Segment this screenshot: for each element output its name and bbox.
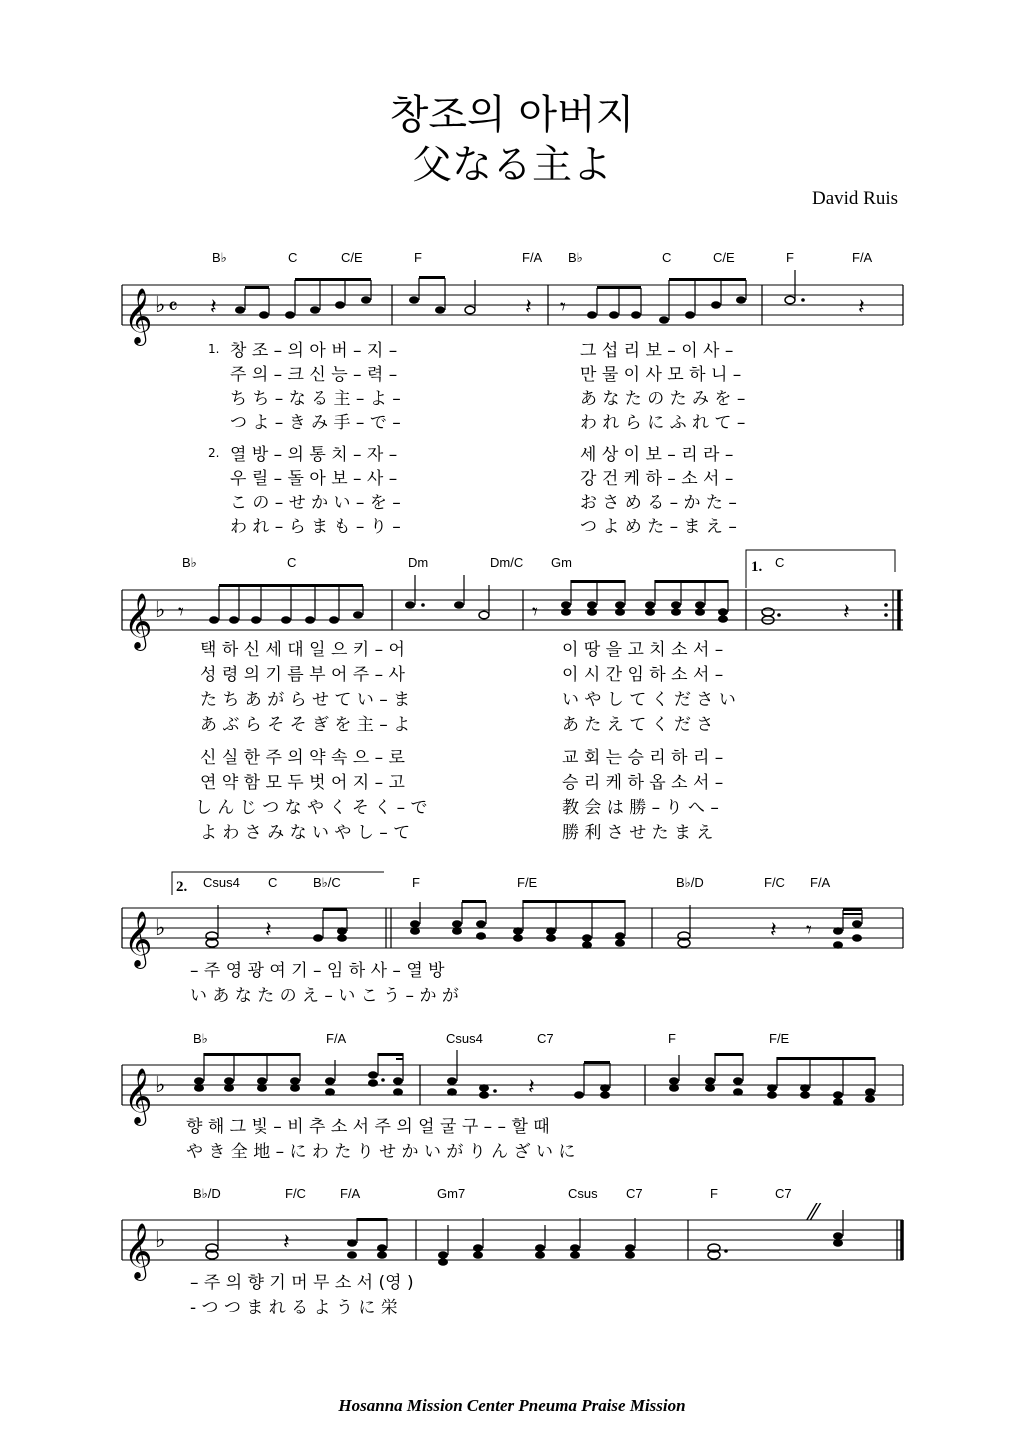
- lyric-line: 세 상 이 보 – 리 라 –: [580, 445, 734, 465]
- lyric-line: あ な た の た み を –: [580, 389, 746, 409]
- title-japanese: 父なる主よ: [412, 142, 612, 188]
- volta-label: 1.: [751, 559, 763, 575]
- lyric-line: ち ち – な る 主 – よ –: [230, 389, 401, 409]
- lyric-line: わ れ – ら ま も – り –: [230, 517, 401, 537]
- chord-symbol: F/A: [340, 1186, 361, 1201]
- chord-symbol: C: [775, 555, 785, 570]
- chord-symbol: C: [268, 875, 278, 890]
- svg-text:𝄽: 𝄽: [770, 918, 777, 943]
- chord-symbol: Dm/C: [490, 555, 524, 570]
- svg-text:𝄞: 𝄞: [124, 1223, 153, 1279]
- svg-text:𝄽: 𝄽: [528, 1075, 535, 1100]
- lyric-line: た ち あ が ら せ て い – ま: [200, 690, 411, 710]
- chord-symbol: C: [287, 555, 297, 570]
- svg-text:𝄾: 𝄾: [560, 295, 566, 320]
- chord-symbol: Gm7: [437, 1186, 466, 1201]
- lyric-line: い や し て く だ さ い: [562, 690, 736, 710]
- svg-text:𝄞: 𝄞: [124, 593, 153, 649]
- lyric-line: つ よ め た – ま え –: [580, 517, 737, 537]
- staff: [122, 1201, 903, 1281]
- svg-text:𝄽: 𝄽: [843, 600, 850, 625]
- chord-symbol: F: [668, 1031, 676, 1046]
- lyric-line: - つ つ ま れ る よ う に 栄: [190, 1298, 398, 1318]
- lyric-line: – 주 의 향 기 머 무 소 서 (영 ): [190, 1273, 414, 1293]
- lyric-line: あ た え て く だ さ: [562, 715, 714, 735]
- volta-label: 2.: [176, 879, 188, 895]
- lyric-line: い あ な た の え – い こ う – か が: [190, 986, 459, 1006]
- svg-text:𝄾: 𝄾: [806, 918, 812, 943]
- svg-text:𝄾: 𝄾: [178, 600, 184, 625]
- chord-symbol: C7: [775, 1186, 792, 1201]
- chord-symbol: C: [288, 250, 298, 265]
- notes: [210, 270, 865, 324]
- lyric-line: お さ め る – か た –: [580, 493, 737, 513]
- lyric-line: 教 会 は 勝 – り へ –: [562, 798, 719, 818]
- system-1: [122, 250, 903, 537]
- lyric-line: 성 령 의 기 름 부 어 주 – 사: [200, 665, 405, 685]
- chord-symbol: F/A: [810, 875, 831, 890]
- chord-symbol: F/C: [764, 875, 785, 890]
- system-3: [122, 872, 903, 1006]
- svg-text:𝄞: 𝄞: [124, 911, 153, 967]
- chord-symbol: B♭/C: [313, 875, 341, 890]
- chord-symbol: B♭: [182, 555, 197, 570]
- treble-clef-icon: 𝄞: [124, 288, 153, 344]
- lyric-line: 승 리 케 하 옵 소 서 –: [562, 773, 724, 793]
- chord-symbol: F: [414, 250, 422, 265]
- lyric-line: 연 약 함 모 두 벗 어 지 – 고: [200, 773, 405, 793]
- svg-text:𝄞: 𝄞: [124, 1068, 153, 1124]
- composer: David Ruis: [811, 188, 898, 209]
- lyric-line: や き 全 地 – に わ た り せ か い が り ん ざ い に: [186, 1142, 576, 1162]
- chord-symbol: B♭: [193, 1031, 208, 1046]
- lyric-line: 우 릴 – 돌 아 보 – 사 –: [230, 469, 398, 489]
- notes: [206, 900, 862, 949]
- caesura-icon: ⁄⁄: [810, 1201, 818, 1226]
- chord-symbol: F: [412, 875, 420, 890]
- svg-text:♭: ♭: [155, 1228, 166, 1253]
- chord-symbol: F/A: [522, 250, 543, 265]
- footer-credit: Hosanna Mission Center Pneuma Praise Mission: [338, 1396, 686, 1415]
- chord-symbol: C7: [537, 1031, 554, 1046]
- chord-symbol: Csus4: [446, 1031, 483, 1046]
- lyric-line: 勝 利 さ せ た ま え: [562, 823, 714, 843]
- chord-symbol: F/E: [517, 875, 538, 890]
- notes: [206, 1210, 843, 1266]
- system-4: [122, 1031, 903, 1162]
- system-5: [122, 1186, 903, 1318]
- svg-text:♭: ♭: [155, 1073, 166, 1098]
- chord-symbol: B♭/D: [193, 1186, 221, 1201]
- lyric-line: 향 해 그 빛 – 비 추 소 서 주 의 얼 굴 구 – – 할 때: [186, 1117, 550, 1137]
- lyric-line: あ ぶ ら そ そ ぎ を 主 – よ: [200, 715, 411, 735]
- lyric-line: 열 방 – 의 통 치 – 자 –: [230, 445, 398, 465]
- staff: [122, 285, 903, 346]
- lyric-line: 이 땅 을 고 치 소 서 –: [562, 640, 724, 660]
- chord-symbol: C/E: [341, 250, 363, 265]
- lyrics-block: [230, 340, 745, 537]
- lyric-line: 만 물 이 사 모 하 니 –: [580, 365, 742, 385]
- svg-text:𝄾: 𝄾: [532, 600, 538, 625]
- chord-symbol: Csus: [568, 1186, 598, 1201]
- chord-symbol: F: [710, 1186, 718, 1201]
- chord-symbol: F: [786, 250, 794, 265]
- chord-symbol: Csus4: [203, 875, 240, 890]
- lyric-line: 강 건 케 하 – 소 서 –: [580, 469, 734, 489]
- svg-text:𝄽: 𝄽: [265, 918, 272, 943]
- lyric-line: わ れ ら に ふ れ て –: [580, 413, 746, 433]
- lyric-line: 주 의 – 크 신 능 – 력 –: [230, 365, 398, 385]
- lyric-line: こ の – せ か い – を –: [230, 493, 401, 513]
- svg-text:♭: ♭: [155, 598, 166, 623]
- chord-symbol: B♭: [568, 250, 583, 265]
- chord-symbol: F/A: [326, 1031, 347, 1046]
- chord-symbol: Gm: [551, 555, 572, 570]
- flat-key-signature-icon: ♭: [155, 293, 166, 318]
- lyric-line: よ わ さ み な い や し – て: [200, 823, 411, 843]
- svg-text:𝄽: 𝄽: [525, 295, 532, 320]
- lyric-line: 이 시 간 임 하 소 서 –: [562, 665, 724, 685]
- svg-text:𝄽: 𝄽: [210, 295, 217, 320]
- lyric-line: つ よ – き み 手 – で –: [230, 413, 401, 433]
- chord-symbol: B♭: [212, 250, 227, 265]
- svg-text:♭: ♭: [155, 916, 166, 941]
- lyric-line: 그 섭 리 보 – 이 사 –: [580, 341, 734, 361]
- staff: [122, 908, 903, 969]
- title-korean: 창조의 아버지: [389, 92, 635, 138]
- svg-text:𝄽: 𝄽: [858, 295, 865, 320]
- lyric-line: 교 회 는 승 리 하 리 –: [562, 748, 724, 768]
- chord-symbol: F/A: [852, 250, 873, 265]
- lyric-line: し ん じ つ な や く そ く – で: [195, 798, 428, 818]
- lyric-line: 택 하 신 세 대 일 으 키 – 어: [200, 640, 405, 660]
- chord-row: [212, 250, 873, 265]
- verse-number: 2.: [208, 446, 220, 460]
- chord-symbol: C7: [626, 1186, 643, 1201]
- system-2: [122, 550, 903, 843]
- verse-number: 1.: [208, 342, 220, 356]
- chord-symbol: B♭/D: [676, 875, 704, 890]
- lyrics-block: [195, 639, 736, 843]
- lyric-line: – 주 영 광 여 기 – 임 하 사 – 열 방: [190, 961, 445, 981]
- lyric-line: 신 실 한 주 의 약 속 으 – 로: [200, 748, 405, 768]
- volta-bracket: [746, 550, 895, 588]
- chord-symbol: F/C: [285, 1186, 306, 1201]
- notes: [194, 1050, 875, 1106]
- chord-symbol: F/E: [769, 1031, 790, 1046]
- common-time-icon: 𝄴: [168, 295, 178, 320]
- chord-symbol: Dm: [408, 555, 429, 570]
- chord-symbol: C: [662, 250, 672, 265]
- lyric-line: 창 조 – 의 아 버 – 지 –: [230, 341, 398, 361]
- chord-symbol: C/E: [713, 250, 735, 265]
- svg-text:𝄽: 𝄽: [283, 1230, 290, 1255]
